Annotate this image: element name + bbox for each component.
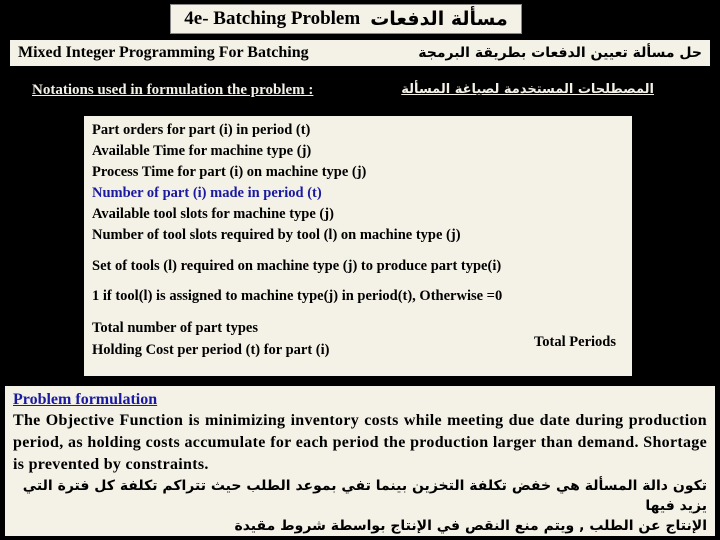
formulation-body: The Objective Function is minimizing inventory costs while meeting due date during production period, as holding costs accumulate for each period the production larger than demand. Shortage is prevented by constraints. — [13, 412, 707, 473]
title-latin: 4e- Batching Problem — [184, 8, 361, 29]
notation-line: 1 if tool(l) is assigned to machine type(j) in period(t), Otherwise =0 — [92, 288, 503, 304]
formulation-title: Problem formulation — [13, 391, 158, 408]
total-periods-label: Total Periods — [533, 334, 616, 350]
notation-line: Available Time for machine type (j) — [92, 143, 312, 159]
notation-line: Part orders for part (i) in period (t) — [92, 122, 311, 138]
slide-title — [170, 4, 522, 34]
notations-header-latin: Notations used in formulation the problem : — [32, 82, 314, 98]
formulation-arabic-line-1: تكون دالة المسألة هي خفض تكلفة التخزين بينما تفي بموعد الطلب حيث تتراكم تكلفة كل فترة التي يزيد فيها — [22, 478, 707, 514]
notation-line: Available tool slots for machine type (j) — [92, 206, 334, 222]
notation-line: Holding Cost per period (t) for part (i) — [92, 342, 330, 358]
notation-line: Number of tool slots required by tool (l) on machine type (j) — [92, 227, 461, 243]
notation-panel — [84, 116, 632, 376]
subtitle-latin: Mixed Integer Programming For Batching — [18, 44, 309, 61]
notations-header-arabic: المصطلحات المستخدمة لصياغة المسألة — [401, 82, 654, 97]
notation-line: Number of part (i) made in period (t) — [92, 185, 322, 201]
notations-header — [32, 82, 654, 99]
problem-formulation-panel — [5, 386, 715, 536]
subtitle-arabic: حل مسألة تعيين الدفعات بطريقة البرمجة — [418, 45, 702, 61]
notation-line: Process Time for part (i) on machine type (j) — [92, 164, 367, 180]
slide-subtitle — [10, 40, 710, 66]
notation-line: Set of tools (l) required on machine type (j) to produce part type(i) — [92, 258, 502, 274]
title-arabic: مسألة الدفعات — [370, 8, 508, 30]
notation-line: Total number of part types — [92, 320, 258, 336]
formulation-arabic-line-2: الإنتاج عن الطلب , ويتم منع النقص في الإنتاج بواسطة شروط مقيدة — [234, 518, 707, 534]
